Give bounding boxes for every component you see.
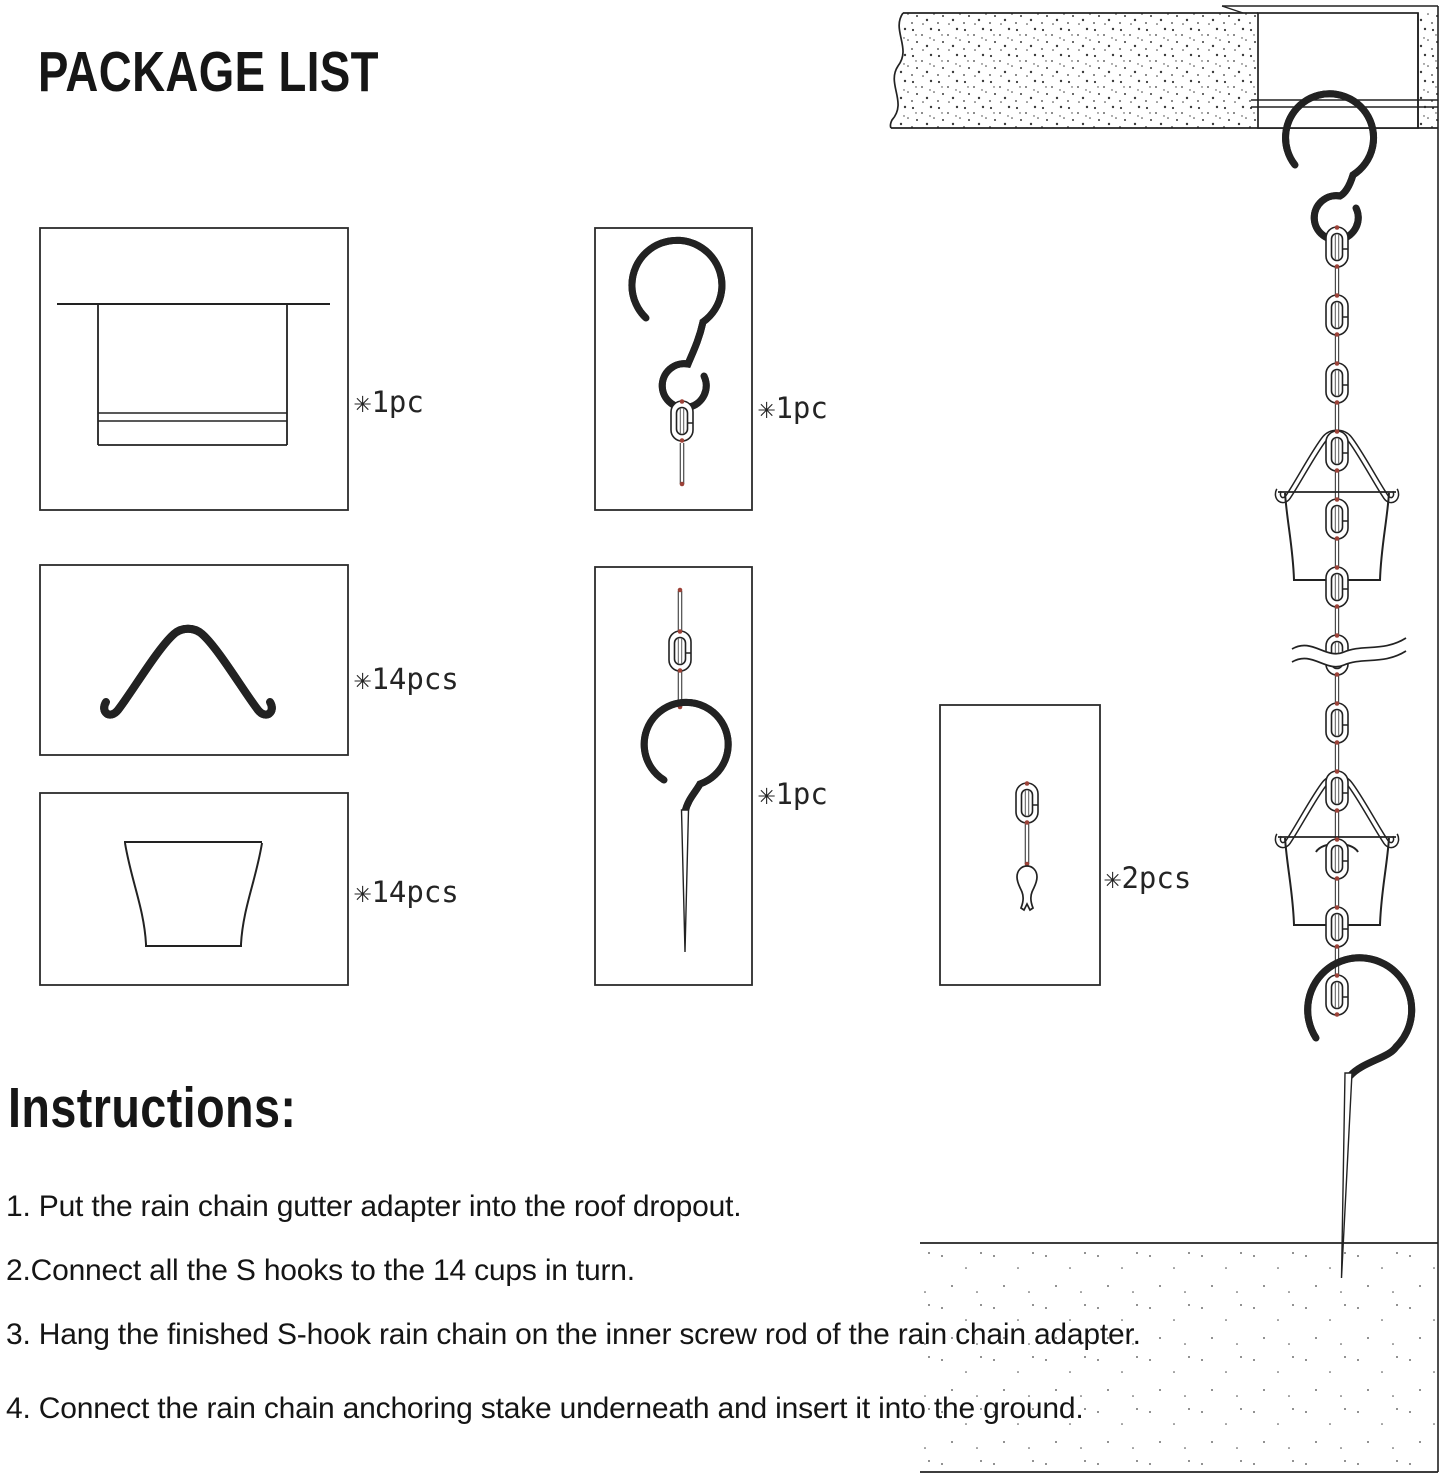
instruction-step-1: 1. Put the rain chain gutter adapter into the roof dropout. bbox=[6, 1190, 742, 1223]
roof-section bbox=[890, 6, 1438, 128]
qty-gutter-adapter: ✳1pc bbox=[354, 385, 424, 419]
package-box-cup bbox=[40, 793, 348, 985]
qty-s-hook: ✳1pc bbox=[758, 391, 828, 425]
qty-anchoring-stake: ✳1pc bbox=[758, 777, 828, 811]
package-box-connector-link bbox=[940, 705, 1100, 985]
package-box-anchoring-stake bbox=[595, 567, 752, 985]
length-break-symbol bbox=[1292, 638, 1406, 667]
qty-cup: ✳14pcs bbox=[354, 875, 459, 909]
package-box-gutter-adapter bbox=[40, 228, 348, 510]
chain-rod bbox=[1335, 232, 1338, 1008]
qty-connector-link: ✳2pcs bbox=[1104, 861, 1192, 895]
instruction-step-3: 3. Hang the finished S-hook rain chain on the inner screw rod of the rain chain adapter. bbox=[6, 1318, 1141, 1351]
qty-cup-handle: ✳14pcs bbox=[354, 662, 459, 696]
assembly-stake bbox=[1308, 958, 1412, 1278]
instruction-step-2: 2.Connect all the S hooks to the 14 cups in turn. bbox=[6, 1254, 635, 1287]
package-box-cup-handle bbox=[40, 565, 348, 755]
ground-section bbox=[920, 1243, 1438, 1472]
roof-dropout-adapter bbox=[1258, 13, 1418, 128]
instructions-title: Instructions: bbox=[8, 1076, 297, 1140]
page-title: PACKAGE LIST bbox=[38, 40, 379, 104]
package-box-s-hook bbox=[595, 228, 752, 510]
chain-links bbox=[1326, 225, 1348, 1017]
instruction-step-4: 4. Connect the rain chain anchoring stake underneath and insert it into the ground. bbox=[6, 1392, 1084, 1425]
